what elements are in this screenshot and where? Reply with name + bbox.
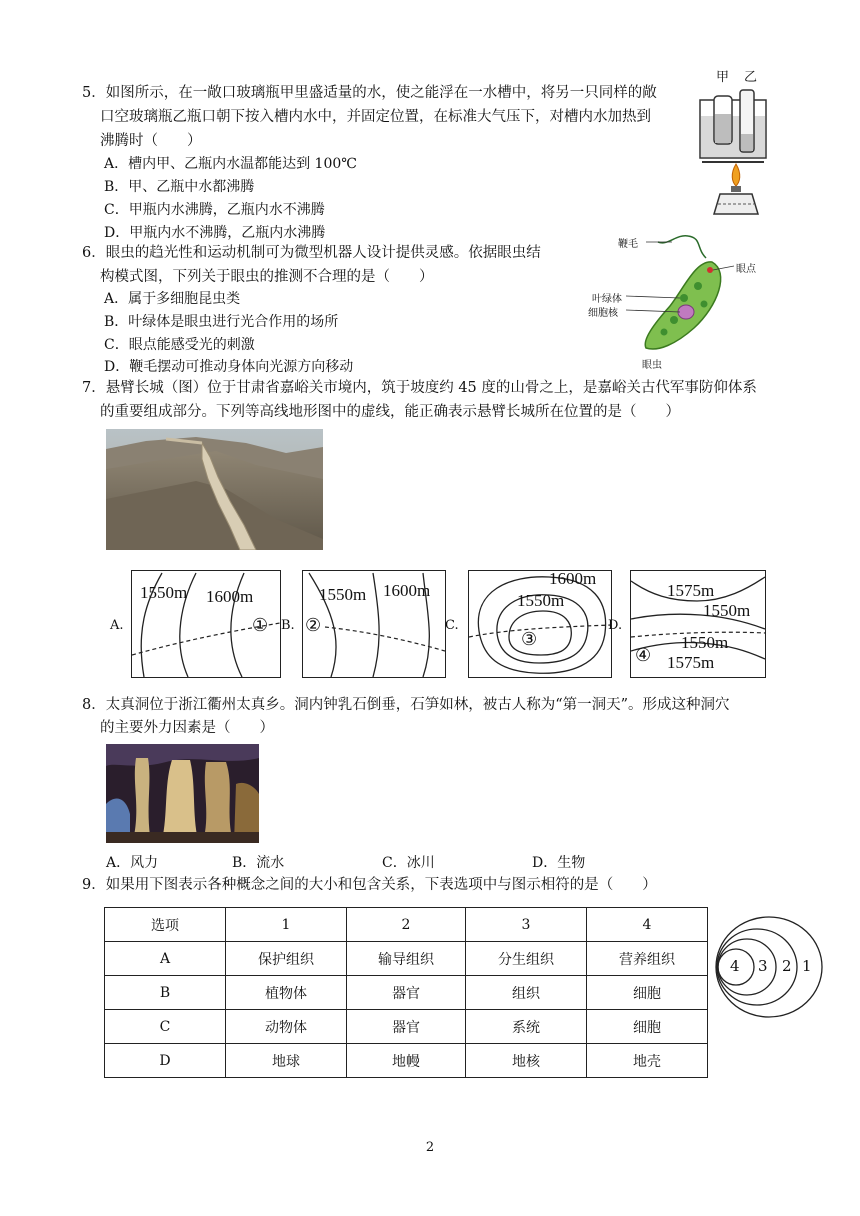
- map-b-marker: ②: [305, 615, 322, 636]
- table-cell: 组织: [466, 976, 587, 1010]
- page-number: 2: [425, 1140, 435, 1155]
- q8-line1: 8．太真洞位于浙江衢州太真乡。洞内钟乳石倒垂，石笋如林，被古人称为“第一洞天”。形成这种洞穴: [82, 697, 730, 713]
- map-b-label-2: 1600m: [383, 581, 431, 600]
- nested-circles-diagram: [714, 914, 824, 1020]
- q6-line1: 6．眼虫的趋光性和运动机制可为微型机器人设计提供灵感。依据眼虫结: [82, 245, 541, 261]
- q8-line2: 的主要外力因素是（ ）: [100, 720, 274, 736]
- table-header-cell: 2: [347, 908, 466, 942]
- map-a-label-1: 1550m: [140, 583, 188, 602]
- q9-options-table: [104, 907, 708, 1078]
- table-cell: D: [105, 1044, 226, 1078]
- q5-option-a: A．槽内甲、乙瓶内水温都能达到 100℃: [104, 156, 357, 172]
- q5-line2: 口空玻璃瓶乙瓶口朝下按入槽内水中，并固定位置，在标准大气压下，对槽内水加热到: [100, 109, 651, 125]
- map-d-marker: ④: [635, 645, 652, 666]
- table-cell: 细胞: [587, 1010, 708, 1044]
- boiling-apparatus-figure: [696, 66, 776, 218]
- q6-option-c: C．眼点能感受光的刺激: [104, 337, 255, 353]
- table-cell: 植物体: [226, 976, 347, 1010]
- map-c-label-2: 1550m: [517, 591, 565, 610]
- map-c-label-1: 1600m: [549, 569, 597, 588]
- boiling-apparatus-drawing: [696, 66, 776, 218]
- map-a-marker: ①: [252, 615, 269, 636]
- cave-photo: [106, 744, 259, 843]
- q8-option-c: C．冰川: [382, 855, 435, 871]
- table-header-cell: 3: [466, 908, 587, 942]
- table-cell: 保护组织: [226, 942, 347, 976]
- contour-map-b: [302, 570, 446, 678]
- label-euglena-caption: 眼虫: [642, 360, 662, 371]
- q6-option-d: D．鞭毛摆动可推动身体向光源方向移动: [104, 359, 354, 375]
- q6-line2: 构模式图，下列关于眼虫的推测不合理的是（ ）: [100, 269, 434, 285]
- label-flagellum: 鞭毛: [618, 239, 638, 250]
- label-yi: 乙: [744, 70, 758, 85]
- q5-option-b: B．甲、乙瓶中水都沸腾: [104, 179, 255, 195]
- q5-line3: 沸腾时（ ）: [100, 133, 202, 149]
- table-cell: B: [105, 976, 226, 1010]
- map-a-label-2: 1600m: [206, 587, 254, 606]
- map-b-letter: B.: [281, 618, 295, 633]
- map-b-label-1: 1550m: [319, 585, 367, 604]
- table-cell: C: [105, 1010, 226, 1044]
- table-header-cell: 1: [226, 908, 347, 942]
- circle-label-3: 3: [758, 957, 768, 975]
- q8-option-d: D．生物: [532, 855, 586, 871]
- table-cell: A: [105, 942, 226, 976]
- label-chloroplast: 叶绿体: [592, 294, 622, 305]
- table-header-cell: 选项: [105, 908, 226, 942]
- table-cell: 地幔: [347, 1044, 466, 1078]
- table-cell: 器官: [347, 1010, 466, 1044]
- map-d-label-4: 1575m: [667, 653, 715, 672]
- table-cell: 地壳: [587, 1044, 708, 1078]
- q8-option-b: B．流水: [232, 855, 285, 871]
- q5-option-c: C．甲瓶内水沸腾，乙瓶内水不沸腾: [104, 202, 325, 218]
- map-d-label-3: 1550m: [681, 633, 729, 652]
- map-a-letter: A.: [110, 618, 124, 633]
- table-cell: 分生组织: [466, 942, 587, 976]
- circle-label-1: 1: [802, 957, 812, 975]
- map-c-letter: C.: [445, 618, 459, 633]
- table-header-row: [105, 908, 708, 942]
- circle-label-4: 4: [730, 957, 740, 975]
- map-d-label-2: 1550m: [703, 601, 751, 620]
- q6-option-a: A．属于多细胞昆虫类: [104, 291, 241, 307]
- table-cell: 器官: [347, 976, 466, 1010]
- table-cell: 系统: [466, 1010, 587, 1044]
- q7-line1: 7．悬臂长城（图）位于甘肃省嘉峪关市境内，筑于坡度约 45 度的山骨之上，是嘉峪关古代军事防仰体系: [82, 380, 757, 396]
- contour-map-a: [131, 570, 281, 678]
- table-row: [105, 1010, 708, 1044]
- q9-line1: 9．如果用下图表示各种概念之间的大小和包含关系，下表选项中与图示相符的是（ ）: [82, 877, 657, 893]
- contour-map-d: [630, 570, 766, 678]
- q6-option-b: B．叶绿体是眼虫进行光合作用的场所: [104, 314, 339, 330]
- q5-option-d: D．甲瓶内水不沸腾，乙瓶内水沸腾: [104, 225, 326, 241]
- map-d-letter: D.: [608, 618, 623, 633]
- map-c-marker: ③: [521, 629, 538, 650]
- table-row: [105, 942, 708, 976]
- label-nucleus: 细胞核: [588, 308, 618, 319]
- label-jia: 甲: [716, 70, 730, 85]
- table-row: [105, 1044, 708, 1078]
- table-cell: 细胞: [587, 976, 708, 1010]
- euglena-figure: [584, 228, 764, 374]
- table-cell: 动物体: [226, 1010, 347, 1044]
- table-row: [105, 976, 708, 1010]
- q5-line1: 5．如图所示，在一敞口玻璃瓶甲里盛适量的水，使之能浮在一水槽中，将另一只同样的敞: [82, 85, 657, 101]
- table-header-cell: 4: [587, 908, 708, 942]
- label-eyespot: 眼点: [736, 264, 756, 275]
- circle-label-2: 2: [782, 957, 792, 975]
- great-wall-photo: [106, 429, 323, 550]
- contour-map-c: [468, 570, 612, 678]
- table-cell: 地核: [466, 1044, 587, 1078]
- table-cell: 营养组织: [587, 942, 708, 976]
- q8-option-a: A．风力: [106, 855, 159, 871]
- table-cell: 输导组织: [347, 942, 466, 976]
- q7-line2: 的重要组成部分。下列等高线地形图中的虚线，能正确表示悬臂长城所在位置的是（ ）: [100, 404, 680, 420]
- map-d-label-1: 1575m: [667, 581, 715, 600]
- table-cell: 地球: [226, 1044, 347, 1078]
